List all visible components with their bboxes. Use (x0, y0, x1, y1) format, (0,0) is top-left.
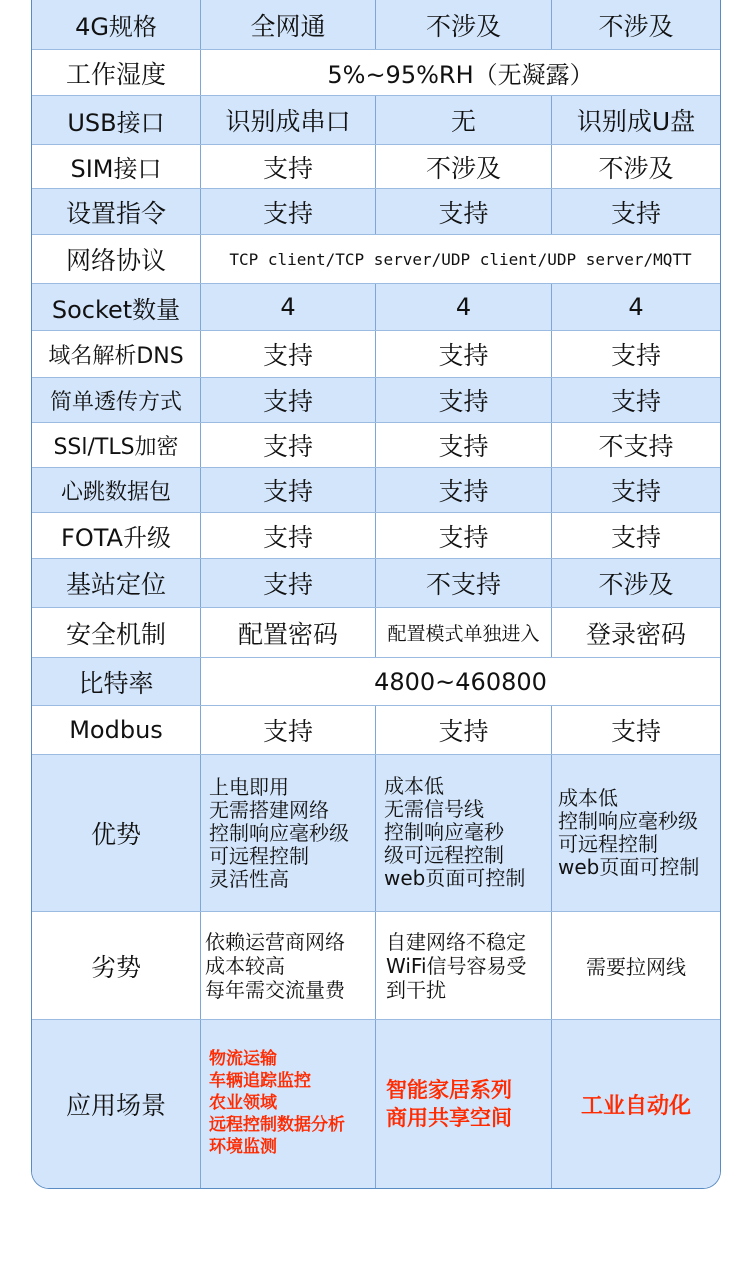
text-line: 控制响应毫秒 (384, 820, 504, 844)
cell-span: 5%~95%RH（无凝露） (327, 61, 594, 89)
row-label: 网络协议 (32, 235, 201, 283)
text-line: 无需信号线 (384, 797, 484, 821)
text-line: 成本较高 (205, 953, 285, 978)
cell-col2: 支持 (376, 331, 552, 377)
table-row-usb (32, 95, 720, 144)
cell-col3: 支持 (610, 198, 661, 228)
row-label: Modbus (32, 706, 201, 754)
cell-span: TCP client/TCP server/UDP client/UDP server/MQTT (229, 249, 692, 269)
row-label: 简单透传方式 (32, 378, 201, 422)
text-line: 灵活性高 (209, 866, 289, 891)
text-line: 环境监测 (209, 1137, 277, 1157)
spec-comparison-table (31, 0, 721, 1189)
cell-col3: 支持 (610, 387, 661, 416)
text-line: 上电即用 (209, 774, 289, 799)
row-label: Socket数量 (32, 284, 201, 330)
text-line: WiFi信号容易受 (386, 953, 527, 978)
table-row-socket (32, 283, 720, 330)
text-line: 控制响应毫秒级 (209, 820, 349, 845)
cell-col2 (376, 755, 552, 911)
table-row-protocol (32, 234, 720, 283)
cell-col3: 不涉及 (598, 11, 674, 41)
text-line: 到干扰 (386, 977, 446, 1002)
cell-col1: 支持 (201, 513, 376, 558)
cell-col1: 支持 (201, 423, 376, 467)
cell-col2: 支持 (376, 468, 552, 512)
row-label: 域名解析DNS (32, 331, 201, 377)
cell-col2: 不支持 (376, 559, 552, 607)
cell-col3: 4 (628, 293, 644, 321)
row-label: 应用场景 (32, 1020, 201, 1188)
row-label: USB接口 (32, 96, 201, 144)
cell-col1: 支持 (201, 145, 376, 188)
cell-col1: 支持 (201, 468, 376, 512)
row-label: FOTA升级 (32, 513, 201, 558)
cell-col3: 工业自动化 (580, 1093, 691, 1119)
cell-col1 (201, 912, 376, 1019)
text-line: 物流运输 (209, 1049, 277, 1069)
row-label: 基站定位 (32, 559, 201, 607)
text-line: 成本低 (558, 786, 618, 810)
cell-col1 (201, 1020, 376, 1188)
cell-col3: 登录密码 (585, 619, 686, 649)
text-line: 自建网络不稳定 (386, 929, 526, 954)
table-row-modbus (32, 705, 720, 754)
row-label: 安全机制 (32, 608, 201, 657)
text-line: 可远程控制 (209, 843, 309, 868)
cell-col2: 支持 (376, 513, 552, 558)
row-label: 设置指令 (32, 189, 201, 234)
text-line: 无需搭建网络 (209, 797, 329, 822)
row-label: 工作湿度 (32, 50, 201, 95)
cell-col3: 不涉及 (598, 570, 674, 599)
text-line: 依赖运营商网络 (205, 929, 345, 954)
table-row-fota (32, 512, 720, 558)
cell-col2: 配置模式单独进入 (376, 608, 552, 657)
cell-col3: 支持 (610, 522, 661, 552)
text-line: 车辆追踪监控 (209, 1071, 311, 1091)
cell-col3 (552, 755, 720, 911)
table-row-scenario (32, 1019, 720, 1188)
cell-col2: 无 (376, 96, 552, 144)
text-line: 远程控制数据分析 (209, 1115, 345, 1135)
text-line: web页面可控制 (558, 855, 700, 879)
text-line: 可远程控制 (558, 832, 658, 856)
cell-col1: 支持 (201, 706, 376, 754)
cell-col2: 支持 (376, 378, 552, 422)
row-label: 心跳数据包 (32, 468, 201, 512)
cell-col1: 4 (201, 284, 376, 330)
table-row-4g (32, 0, 720, 49)
table-row-heartbeat (32, 467, 720, 512)
text-line: 成本低 (384, 774, 444, 798)
row-label: 4G规格 (32, 0, 201, 49)
text-line: 农业领域 (209, 1093, 277, 1113)
table-row-commands (32, 188, 720, 234)
cell-col2 (376, 1020, 552, 1188)
table-row-passthrough (32, 377, 720, 422)
cell-col2: 支持 (376, 706, 552, 754)
row-label: 劣势 (32, 912, 201, 1019)
row-label: SSl/TLS加密 (32, 423, 201, 467)
text-line: 商用共享空间 (386, 1106, 512, 1130)
text-line: 级可远程控制 (384, 843, 504, 867)
cell-col2: 不涉及 (376, 0, 552, 49)
table-row-location (32, 558, 720, 607)
table-row-bitrate (32, 657, 720, 705)
cell-col1: 全网通 (201, 0, 376, 49)
cell-col2: 不涉及 (376, 145, 552, 188)
row-label: 优势 (32, 755, 201, 911)
cell-col2: 支持 (376, 189, 552, 234)
table-row-security (32, 607, 720, 657)
cell-col2 (376, 912, 552, 1019)
cell-col3: 不支持 (598, 432, 674, 461)
cell-col3: 支持 (610, 477, 661, 506)
cell-col3: 支持 (610, 341, 661, 370)
cell-col3: 支持 (610, 717, 661, 746)
cell-col3: 不涉及 (598, 153, 674, 183)
cell-col2: 支持 (376, 423, 552, 467)
text-line: 每年需交流量费 (205, 977, 345, 1002)
cell-span: 4800~460800 (201, 658, 720, 705)
cell-col3: 需要拉网线 (586, 955, 686, 979)
text-line: 智能家居系列 (386, 1078, 512, 1102)
cell-col1: 支持 (201, 189, 376, 234)
cell-col1 (201, 755, 376, 911)
cell-col3: 识别成U盘 (576, 107, 696, 136)
cell-col1: 支持 (201, 559, 376, 607)
cell-col2: 4 (376, 284, 552, 330)
text-line: 控制响应毫秒级 (558, 809, 698, 833)
cell-col1: 识别成串口 (201, 96, 376, 144)
row-label: SIM接口 (32, 145, 201, 188)
table-row-humidity (32, 49, 720, 95)
row-label: 比特率 (32, 658, 201, 705)
cell-col1: 支持 (201, 331, 376, 377)
table-row-ssl (32, 422, 720, 467)
table-row-sim (32, 144, 720, 188)
cell-col1: 配置密码 (201, 608, 376, 657)
table-row-disadvantage (32, 911, 720, 1019)
text-line: web页面可控制 (384, 866, 526, 890)
table-row-advantage (32, 754, 720, 911)
table-row-dns (32, 330, 720, 377)
cell-col1: 支持 (201, 378, 376, 422)
